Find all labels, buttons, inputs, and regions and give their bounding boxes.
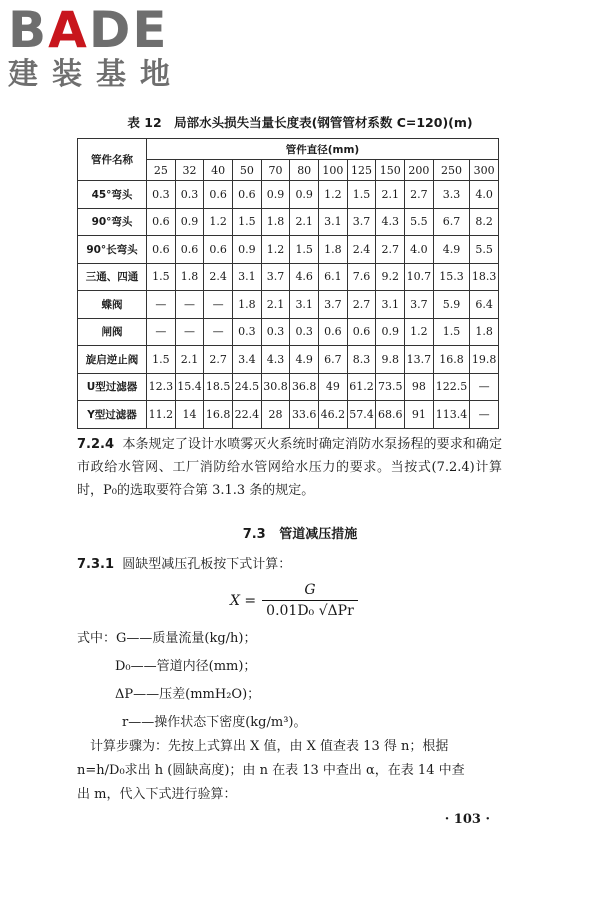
- length-value-cell: 13.7: [405, 346, 434, 374]
- clause-text: 圆缺型减压孔板按下式计算：: [122, 557, 292, 572]
- diameter-header-cell: 80: [290, 160, 319, 181]
- length-value-cell: —: [147, 318, 176, 346]
- fitting-name-cell: 90°弯头: [78, 208, 147, 236]
- length-value-cell: 9.8: [376, 346, 405, 374]
- length-value-cell: 4.6: [290, 263, 319, 291]
- length-value-cell: 36.8: [290, 373, 319, 401]
- length-value-cell: 3.7: [261, 263, 290, 291]
- length-value-cell: 0.3: [147, 181, 176, 209]
- length-value-cell: 1.5: [147, 263, 176, 291]
- length-value-cell: 2.7: [405, 181, 434, 209]
- length-value-cell: 91: [405, 401, 434, 429]
- length-value-cell: 4.3: [376, 208, 405, 236]
- table-row: [78, 401, 499, 429]
- length-value-cell: 15.4: [175, 373, 204, 401]
- orifice-formula: [230, 582, 358, 619]
- clause-7-2-4: [77, 433, 502, 502]
- row-header: 管件名称: [78, 139, 147, 181]
- diameter-header-cell: 150: [376, 160, 405, 181]
- length-value-cell: 4.9: [290, 346, 319, 374]
- length-value-cell: 122.5: [433, 373, 470, 401]
- length-value-cell: 3.4: [233, 346, 262, 374]
- length-value-cell: 0.6: [204, 236, 233, 264]
- diameter-header-cell: 25: [147, 160, 176, 181]
- diameter-group-header: 管件直径(mm): [147, 139, 499, 160]
- fitting-name-cell: 90°长弯头: [78, 236, 147, 264]
- length-value-cell: 16.8: [433, 346, 470, 374]
- definition-line: 式中：G——质量流量(kg/h)；: [77, 631, 257, 646]
- length-value-cell: 1.5: [147, 346, 176, 374]
- length-value-cell: 5.9: [433, 291, 470, 319]
- section-title-text: 管道减压措施: [279, 527, 358, 542]
- length-value-cell: 46.2: [319, 401, 348, 429]
- diameter-header-cell: 100: [319, 160, 348, 181]
- length-value-cell: 5.5: [470, 236, 499, 264]
- formula-fraction: [262, 582, 358, 619]
- length-value-cell: 0.6: [147, 208, 176, 236]
- diameter-header-cell: 250: [433, 160, 470, 181]
- length-value-cell: 19.8: [470, 346, 499, 374]
- length-value-cell: 8.2: [470, 208, 499, 236]
- length-value-cell: 1.5: [290, 236, 319, 264]
- clause-7-3-1: [77, 555, 291, 575]
- length-value-cell: 2.4: [347, 236, 376, 264]
- length-value-cell: 0.9: [261, 181, 290, 209]
- section-number: 7.3: [242, 527, 266, 542]
- length-value-cell: 1.8: [261, 208, 290, 236]
- definition-line: ΔP——压差(mmH₂O)；: [115, 687, 261, 702]
- length-value-cell: 5.5: [405, 208, 434, 236]
- length-value-cell: 0.6: [204, 181, 233, 209]
- fitting-name-cell: U型过滤器: [78, 373, 147, 401]
- length-value-cell: —: [470, 373, 499, 401]
- steps-line: n=h/D₀求出 h (圆缺高度)；由 n 在表 13 中查出 α，在表 14 中查: [77, 763, 465, 778]
- table-title: 表 12 局部水头损失当量长度表(钢管管材系数 C=120)(m): [127, 115, 473, 130]
- table-row: [78, 291, 499, 319]
- length-value-cell: 15.3: [433, 263, 470, 291]
- length-value-cell: 14: [175, 401, 204, 429]
- fitting-name-cell: 蝶阀: [78, 291, 147, 319]
- length-value-cell: 2.1: [261, 291, 290, 319]
- length-value-cell: 2.7: [376, 236, 405, 264]
- length-value-cell: 18.5: [204, 373, 233, 401]
- length-value-cell: —: [204, 291, 233, 319]
- length-value-cell: 33.6: [290, 401, 319, 429]
- length-value-cell: 0.9: [376, 318, 405, 346]
- length-value-cell: 0.6: [233, 181, 262, 209]
- length-value-cell: 8.3: [347, 346, 376, 374]
- length-value-cell: 0.9: [175, 208, 204, 236]
- table-row: [78, 236, 499, 264]
- length-value-cell: 0.6: [147, 236, 176, 264]
- length-value-cell: 3.1: [233, 263, 262, 291]
- length-value-cell: —: [147, 291, 176, 319]
- length-value-cell: 49: [319, 373, 348, 401]
- length-value-cell: 1.2: [261, 236, 290, 264]
- length-value-cell: —: [175, 318, 204, 346]
- length-value-cell: 1.8: [470, 318, 499, 346]
- length-value-cell: 16.8: [204, 401, 233, 429]
- formula-numerator: G: [304, 582, 316, 598]
- length-value-cell: 6.1: [319, 263, 348, 291]
- steps-line: 出 m，代入下式进行验算：: [77, 787, 237, 802]
- length-value-cell: 3.1: [319, 208, 348, 236]
- length-value-cell: —: [470, 401, 499, 429]
- diameter-header-cell: 125: [347, 160, 376, 181]
- length-value-cell: 28: [261, 401, 290, 429]
- length-value-cell: 4.0: [470, 181, 499, 209]
- fitting-name-cell: Y型过滤器: [78, 401, 147, 429]
- length-value-cell: 4.3: [261, 346, 290, 374]
- logo-wordmark: BADE: [8, 1, 169, 59]
- section-heading: [0, 523, 600, 542]
- definition-line: D₀——管道内径(mm)；: [115, 659, 257, 674]
- length-value-cell: 0.9: [290, 181, 319, 209]
- length-value-cell: 113.4: [433, 401, 470, 429]
- length-value-cell: 73.5: [376, 373, 405, 401]
- table-row: [78, 208, 499, 236]
- length-value-cell: 1.5: [433, 318, 470, 346]
- table-row: [78, 346, 499, 374]
- diameter-header-cell: 32: [175, 160, 204, 181]
- diameter-header-cell: 50: [233, 160, 262, 181]
- length-value-cell: 57.4: [347, 401, 376, 429]
- length-value-cell: 0.9: [233, 236, 262, 264]
- table-row: [78, 318, 499, 346]
- length-value-cell: 68.6: [376, 401, 405, 429]
- length-value-cell: 2.1: [376, 181, 405, 209]
- length-value-cell: 4.0: [405, 236, 434, 264]
- length-value-cell: 3.3: [433, 181, 470, 209]
- table-body: [78, 181, 499, 429]
- table-row: [78, 263, 499, 291]
- length-value-cell: 0.6: [175, 236, 204, 264]
- formula-denominator: 0.01D₀ √ΔPr: [262, 600, 358, 619]
- length-value-cell: 18.3: [470, 263, 499, 291]
- brand-logo: [8, 1, 184, 92]
- length-value-cell: 24.5: [233, 373, 262, 401]
- length-value-cell: 6.7: [319, 346, 348, 374]
- length-value-cell: 7.6: [347, 263, 376, 291]
- length-value-cell: 0.3: [233, 318, 262, 346]
- length-value-cell: 1.5: [233, 208, 262, 236]
- length-value-cell: 1.2: [405, 318, 434, 346]
- steps-line: 计算步骤为：先按上式算出 X 值，由 X 值查表 13 得 n；根据: [90, 739, 449, 754]
- fitting-name-cell: 闸阀: [78, 318, 147, 346]
- length-value-cell: 0.6: [319, 318, 348, 346]
- diameter-header-cell: 200: [405, 160, 434, 181]
- length-value-cell: 1.2: [204, 208, 233, 236]
- clause-number: 7.2.4: [77, 437, 115, 452]
- length-value-cell: 11.2: [147, 401, 176, 429]
- table-row: [78, 181, 499, 209]
- length-value-cell: 12.3: [147, 373, 176, 401]
- length-value-cell: 1.5: [347, 181, 376, 209]
- length-value-cell: 6.4: [470, 291, 499, 319]
- diameter-header-cell: 40: [204, 160, 233, 181]
- table-row: [78, 373, 499, 401]
- length-value-cell: 2.4: [204, 263, 233, 291]
- length-value-cell: 0.3: [175, 181, 204, 209]
- length-value-cell: 2.7: [347, 291, 376, 319]
- length-value-cell: 2.1: [290, 208, 319, 236]
- formula-lhs: X =: [230, 592, 257, 609]
- clause-number: 7.3.1: [77, 557, 115, 572]
- length-value-cell: 3.7: [319, 291, 348, 319]
- length-value-cell: 3.7: [347, 208, 376, 236]
- clause-text: 本条规定了设计水喷雾灭火系统时确定消防水泵扬程的要求和确定市政给水管网、工厂消防给水管网给水压力的要求。当按式(7.2.4)计算时，P₀的选取要符合第 3.1.3 条的规定。: [77, 437, 502, 498]
- loss-table: [77, 138, 499, 429]
- fitting-name-cell: 旋启逆止阀: [78, 346, 147, 374]
- length-value-cell: 2.7: [204, 346, 233, 374]
- fitting-name-cell: 三通、四通: [78, 263, 147, 291]
- length-value-cell: 1.8: [175, 263, 204, 291]
- fitting-name-cell: 45°弯头: [78, 181, 147, 209]
- diameter-header-cell: 300: [470, 160, 499, 181]
- length-value-cell: 3.1: [290, 291, 319, 319]
- length-value-cell: —: [175, 291, 204, 319]
- length-value-cell: 1.2: [319, 181, 348, 209]
- length-value-cell: 3.1: [376, 291, 405, 319]
- length-value-cell: 4.9: [433, 236, 470, 264]
- length-value-cell: 0.3: [261, 318, 290, 346]
- length-value-cell: 1.8: [233, 291, 262, 319]
- length-value-cell: 0.6: [347, 318, 376, 346]
- length-value-cell: 1.8: [319, 236, 348, 264]
- length-value-cell: 22.4: [233, 401, 262, 429]
- length-value-cell: 6.7: [433, 208, 470, 236]
- length-value-cell: 61.2: [347, 373, 376, 401]
- length-value-cell: 10.7: [405, 263, 434, 291]
- length-value-cell: —: [204, 318, 233, 346]
- length-value-cell: 2.1: [175, 346, 204, 374]
- length-value-cell: 9.2: [376, 263, 405, 291]
- logo-subtitle: 建装基地: [8, 57, 184, 92]
- page-number: · 103 ·: [444, 812, 490, 827]
- length-value-cell: 0.3: [290, 318, 319, 346]
- length-value-cell: 30.8: [261, 373, 290, 401]
- length-value-cell: 98: [405, 373, 434, 401]
- definition-line: r——操作状态下密度(kg/m³)。: [122, 715, 307, 730]
- diameter-header-cell: 70: [261, 160, 290, 181]
- length-value-cell: 3.7: [405, 291, 434, 319]
